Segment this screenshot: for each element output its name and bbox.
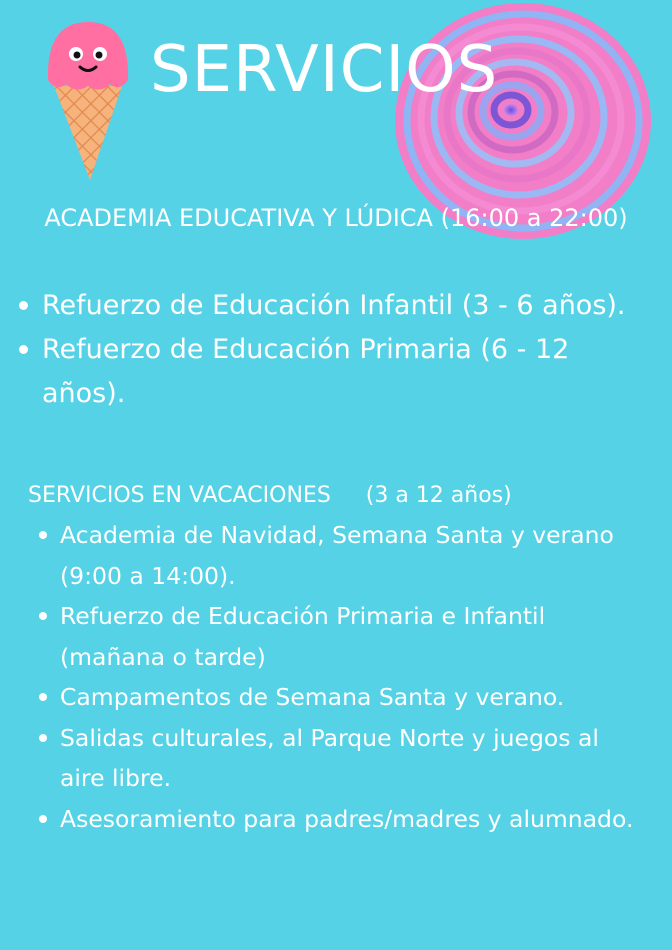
page-title: SERVICIOS xyxy=(150,33,499,107)
list-item: Campamentos de Semana Santa y verano. xyxy=(60,677,650,718)
ice-cream-cone-icon xyxy=(40,18,136,183)
section-heading-academia: ACADEMIA EDUCATIVA Y LÚDICA (16:00 a 22:00) xyxy=(44,204,628,232)
section-heading-vacaciones: SERVICIOS EN VACACIONES (3 a 12 años) xyxy=(28,483,512,508)
list-item: Salidas culturales, al Parque Norte y juegos al aire libre. xyxy=(60,718,650,799)
academia-list xyxy=(0,284,650,416)
list-item: Refuerzo de Educación Primaria (6 - 12 años). xyxy=(42,328,650,416)
list-item: Refuerzo de Educación Infantil (3 - 6 años). xyxy=(42,284,650,328)
list-item: Refuerzo de Educación Primaria e Infantil (mañana o tarde) xyxy=(60,596,650,677)
list-item: Academia de Navidad, Semana Santa y verano (9:00 a 14:00). xyxy=(60,515,650,596)
list-item: Asesoramiento para padres/madres y alumnado. xyxy=(60,799,650,840)
vacaciones-list xyxy=(0,515,650,839)
